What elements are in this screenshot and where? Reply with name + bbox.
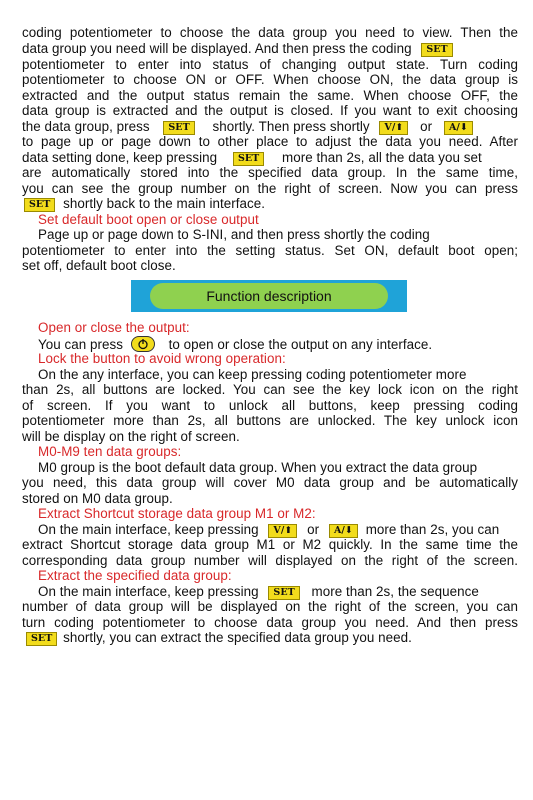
section-heading: Set default boot open or close output bbox=[38, 212, 259, 227]
text-span: more than 2s, the sequence bbox=[311, 584, 479, 599]
section-heading: M0-M9 ten data groups: bbox=[38, 444, 182, 459]
text-line: On the any interface, you can keep pressing coding potentiometer more bbox=[38, 367, 467, 382]
text-span: or bbox=[307, 522, 320, 537]
text-line: will be display on the right of screen. bbox=[22, 429, 240, 444]
text-line: potentiometer to enter into the setting status. Set ON, default boot open; bbox=[22, 243, 518, 258]
text-line: set off, default boot close. bbox=[22, 258, 176, 273]
text-line: corresponding data group number will displayed on the right of the screen. bbox=[22, 553, 518, 568]
text-line: Page up or page down to S-INI, and then press shortly the coding bbox=[38, 227, 430, 242]
text-line: potentiometer more than 2s, all buttons are unlocked. The key unlock icon bbox=[22, 413, 518, 428]
text-span: more than 2s, all the data you set bbox=[282, 150, 482, 165]
set-key-icon: SET bbox=[268, 586, 299, 600]
text-span: shortly. Then press shortly bbox=[212, 119, 370, 134]
set-key-icon: SET bbox=[26, 632, 57, 646]
section-heading: Lock the button to avoid wrong operation: bbox=[38, 351, 286, 366]
text-line bbox=[22, 150, 518, 166]
text-span: shortly back to the main interface. bbox=[63, 196, 266, 211]
text-line: of screen. If you want to unlock all buttons, keep pressing coding bbox=[22, 398, 518, 413]
text-line bbox=[22, 119, 518, 135]
text-line bbox=[22, 41, 518, 57]
text-line: are automatically stored into the specified data group. In the same time, bbox=[22, 165, 518, 180]
text-span: On the main interface, keep pressing bbox=[38, 584, 259, 599]
text-span: On the main interface, keep pressing bbox=[38, 522, 259, 537]
text-line: potentiometer to choose ON or OFF. When choose ON, the data group is bbox=[22, 72, 518, 87]
set-key-icon: SET bbox=[24, 198, 55, 212]
text-span: data setting done, keep pressing bbox=[22, 150, 218, 165]
text-span: the data group, press bbox=[22, 119, 150, 134]
text-span: You can press bbox=[38, 337, 124, 352]
text-line: extract Shortcut storage data group M1 or M2 quickly. In the same time the bbox=[22, 537, 518, 552]
v-up-key-icon: V/⬆ bbox=[268, 524, 297, 538]
text-line: potentiometer to enter into status of changing output state. Turn coding bbox=[22, 57, 518, 72]
set-key-icon: SET bbox=[163, 121, 194, 135]
text-line bbox=[38, 522, 533, 538]
v-up-key-icon: V/⬆ bbox=[379, 121, 408, 135]
text-line: stored on M0 data group. bbox=[22, 491, 173, 506]
text-span: to open or close the output on any interface. bbox=[168, 337, 433, 352]
text-span: or bbox=[420, 119, 433, 134]
set-key-icon: SET bbox=[233, 152, 264, 166]
text-line: than 2s, all buttons are locked. You can see the key lock icon on the right bbox=[22, 382, 518, 397]
text-line: coding potentiometer to choose the data group you need to view. Then the bbox=[22, 25, 518, 40]
function-banner-title: Function description bbox=[206, 288, 332, 304]
text-line: M0 group is the boot default data group. When you extract the data group bbox=[38, 460, 478, 475]
section-heading: Extract Shortcut storage data group M1 or M2: bbox=[38, 506, 316, 521]
text-line: data group is extracted and the output is closed. If you want to exit choosing bbox=[22, 103, 518, 118]
section-heading: Extract the specified data group: bbox=[38, 568, 232, 583]
text-line: extracted and the output status remain the same. When choose OFF, the bbox=[22, 88, 518, 103]
set-key-icon: SET bbox=[421, 43, 452, 57]
text-line bbox=[38, 584, 533, 600]
a-down-key-icon: A/⬇ bbox=[329, 524, 358, 538]
power-icon bbox=[131, 336, 155, 352]
text-line: turn coding potentiometer to choose data group you need. And then press bbox=[22, 615, 518, 630]
text-span: more than 2s, you can bbox=[365, 522, 500, 537]
text-line: to page up or page down to other place to adjust the data you need. After bbox=[22, 134, 518, 149]
a-down-key-icon: A/⬇ bbox=[444, 121, 473, 135]
text-span: shortly, you can extract the specified data group you need. bbox=[63, 630, 412, 645]
section-heading: Open or close the output: bbox=[38, 320, 190, 335]
text-line: you need, this data group will cover M0 data group and be automatically bbox=[22, 475, 518, 490]
text-span: data group you need will be displayed. And then press the coding bbox=[22, 41, 412, 56]
text-line bbox=[22, 196, 518, 212]
text-line: number of data group will be displayed on the right of the screen, you can bbox=[22, 599, 518, 614]
text-line bbox=[22, 630, 518, 646]
text-line: you can see the group number on the right of screen. Now you can press bbox=[22, 181, 518, 196]
